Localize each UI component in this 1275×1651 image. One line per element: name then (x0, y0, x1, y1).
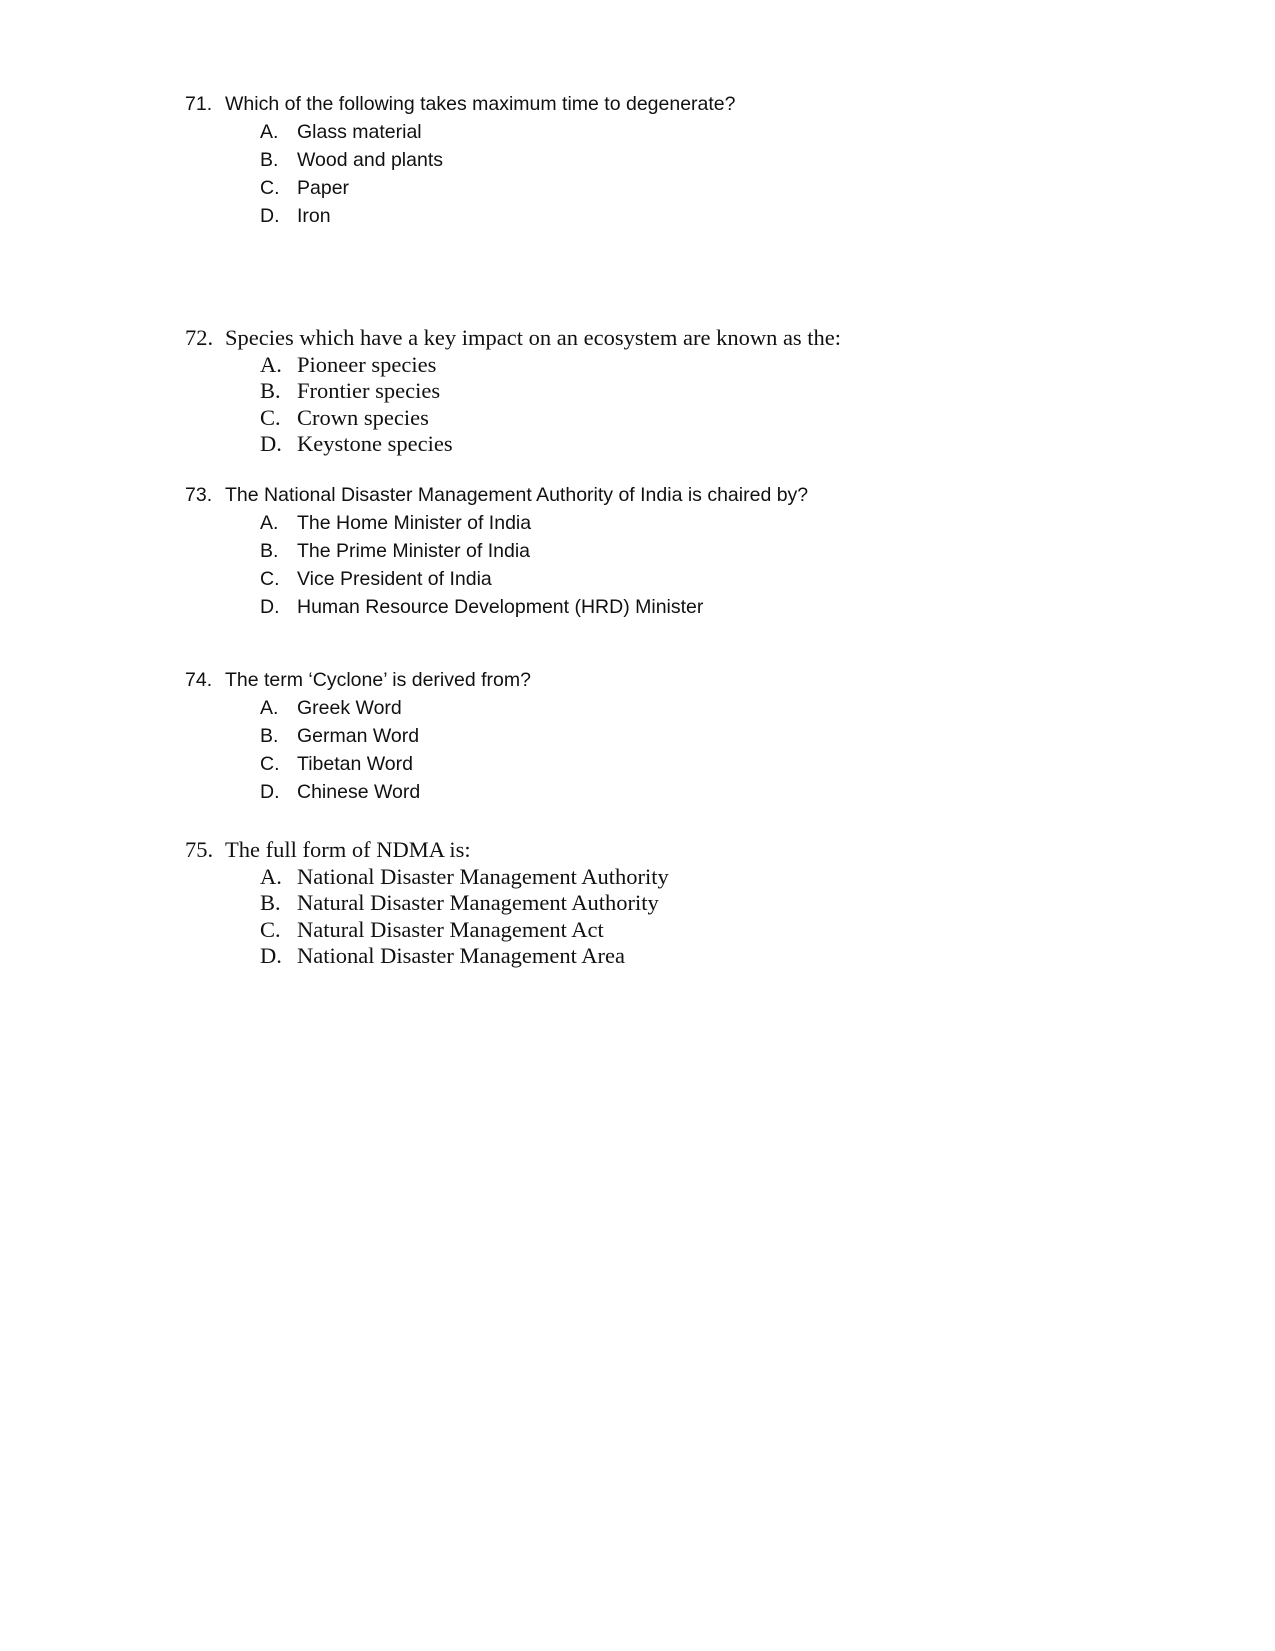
option-text: Keystone species (297, 431, 453, 456)
option-text: Chinese Word (297, 781, 421, 803)
option-b (185, 890, 1085, 917)
question-74 (185, 669, 1085, 809)
question-number: 74. (185, 669, 213, 691)
option-d (185, 781, 1085, 809)
question-number: 72. (185, 325, 214, 350)
option-letter: D. (260, 781, 280, 803)
option-a (185, 512, 1085, 540)
option-letter: C. (260, 568, 280, 590)
option-letter: B. (260, 540, 279, 562)
option-text: National Disaster Management Authority (297, 863, 669, 889)
option-letter: B. (260, 149, 279, 171)
question-text: Which of the following takes maximum time to degenerate? (225, 93, 736, 115)
option-a (185, 352, 1085, 379)
option-text: Iron (297, 205, 331, 227)
option-letter: A. (260, 121, 279, 143)
option-text: Wood and plants (297, 149, 443, 171)
question-number: 71. (185, 93, 213, 115)
option-a (185, 864, 1085, 891)
option-text: Natural Disaster Management Act (297, 916, 604, 942)
option-text: German Word (297, 725, 420, 747)
option-d (185, 431, 1085, 458)
option-letter: C. (260, 177, 280, 199)
option-letter: D. (260, 205, 280, 227)
question-73 (185, 484, 1085, 624)
option-letter: D. (260, 596, 280, 618)
option-b (185, 378, 1085, 405)
option-letter: D. (260, 431, 282, 456)
question-text: The full form of NDMA is: (225, 837, 471, 862)
option-letter: B. (260, 378, 281, 403)
option-text: Natural Disaster Management Authority (297, 890, 659, 915)
question-stem (185, 837, 1085, 864)
option-text: Paper (297, 177, 350, 199)
question-71 (185, 93, 1085, 233)
option-text: Vice President of India (297, 568, 492, 590)
question-stem (185, 93, 1085, 121)
option-text: Glass material (297, 121, 422, 143)
option-letter: D. (260, 943, 282, 968)
option-letter: B. (260, 890, 281, 915)
question-75 (185, 837, 1085, 970)
option-text: Pioneer species (297, 351, 437, 377)
option-c (185, 405, 1085, 432)
option-letter: A. (260, 351, 282, 377)
option-text: The Prime Minister of India (297, 540, 531, 562)
question-stem (185, 484, 1085, 512)
option-b (185, 725, 1085, 753)
option-text: National Disaster Management Area (297, 943, 626, 968)
option-text: Human Resource Development (HRD) Minister (297, 596, 704, 618)
option-letter: C. (260, 753, 280, 775)
option-text: Tibetan Word (297, 753, 413, 775)
question-number: 75. (185, 837, 214, 862)
question-text: The National Disaster Management Authority of India is chaired by? (225, 484, 809, 506)
question-stem (185, 325, 1085, 352)
option-text: Frontier species (297, 378, 441, 403)
option-d (185, 596, 1085, 624)
option-c (185, 568, 1085, 596)
option-c (185, 917, 1085, 944)
option-letter: C. (260, 916, 281, 942)
option-letter: B. (260, 725, 279, 747)
option-d (185, 943, 1085, 970)
option-text: Greek Word (297, 697, 402, 719)
question-text: The term ‘Cyclone’ is derived from? (225, 669, 531, 691)
question-72 (185, 325, 1085, 458)
option-letter: A. (260, 697, 279, 719)
option-d (185, 205, 1085, 233)
option-letter: C. (260, 404, 281, 430)
option-letter: A. (260, 512, 279, 534)
option-letter: A. (260, 863, 282, 889)
option-c (185, 753, 1085, 781)
question-stem (185, 669, 1085, 697)
option-c (185, 177, 1085, 205)
question-number: 73. (185, 484, 213, 506)
option-a (185, 697, 1085, 725)
option-b (185, 540, 1085, 568)
option-a (185, 121, 1085, 149)
question-text: Species which have a key impact on an ecosystem are known as the: (225, 325, 842, 350)
option-text: Crown species (297, 404, 429, 430)
option-text: The Home Minister of India (297, 512, 532, 534)
option-b (185, 149, 1085, 177)
